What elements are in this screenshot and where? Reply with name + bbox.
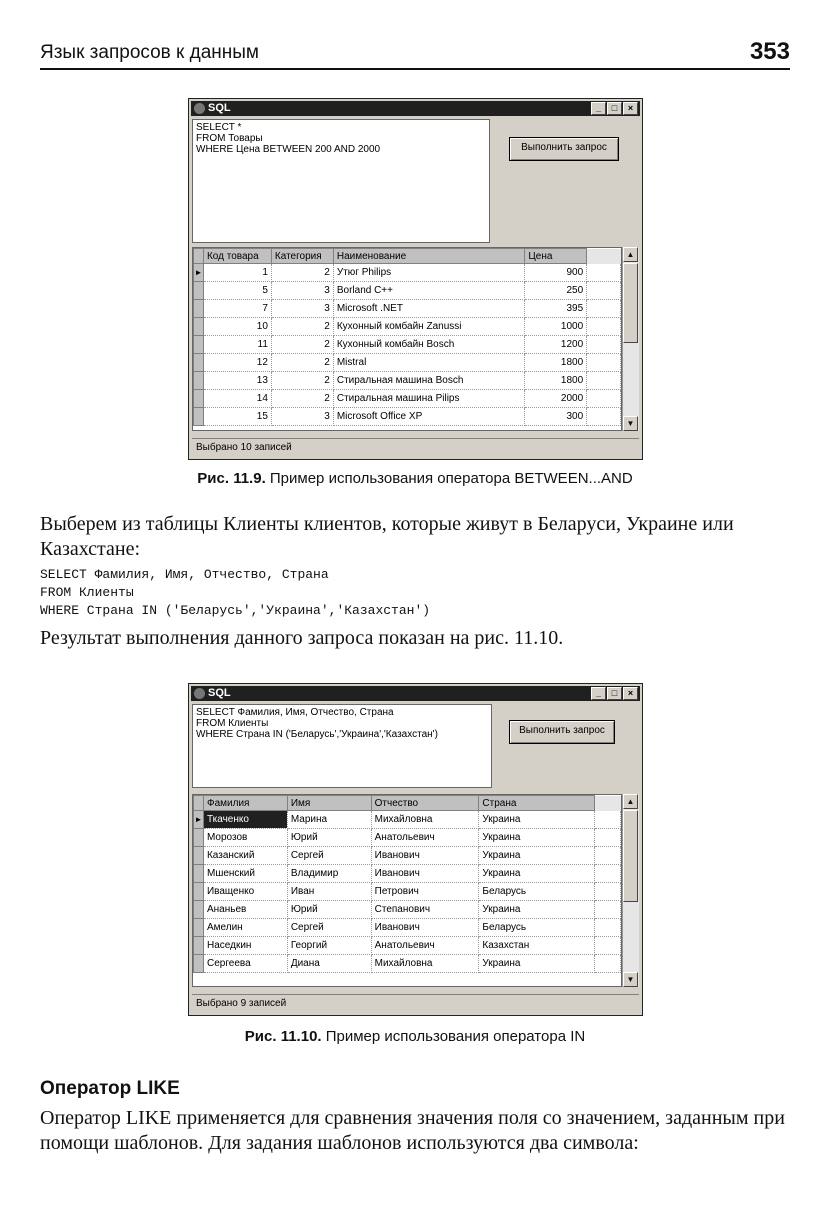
results-table xyxy=(193,248,621,426)
table-cell[interactable]: Кухонный комбайн Zanussi xyxy=(333,318,525,336)
table-cell[interactable]: 5 xyxy=(203,282,271,300)
table-cell[interactable]: Марина xyxy=(287,811,371,829)
caption-number: Рис. 11.9. xyxy=(197,470,266,487)
table-cell[interactable]: Беларусь xyxy=(479,919,595,937)
header-row xyxy=(194,796,621,811)
table-cell[interactable]: 3 xyxy=(271,282,333,300)
table-cell[interactable]: 14 xyxy=(203,390,271,408)
running-header xyxy=(40,40,790,70)
maximize-button[interactable]: □ xyxy=(607,687,622,700)
scroll-thumb[interactable] xyxy=(623,263,638,343)
table-cell[interactable]: Иван xyxy=(287,883,371,901)
scroll-up-icon[interactable]: ▲ xyxy=(623,247,638,262)
caption-text: Пример использования оператора IN xyxy=(321,1028,586,1045)
table-row[interactable] xyxy=(194,847,621,865)
table-cell[interactable]: Диана xyxy=(287,955,371,973)
sql-editor[interactable]: SELECT Фамилия, Имя, Отчество, Страна FROM Клиенты WHERE Страна IN ('Беларусь','Украина','Казахстан') xyxy=(192,704,492,788)
column-header[interactable]: Страна xyxy=(479,796,595,811)
table-cell[interactable]: Иванович xyxy=(371,847,479,865)
table-cell[interactable]: Анатольевич xyxy=(371,937,479,955)
page-number: 353 xyxy=(749,38,790,65)
table-cell[interactable]: 7 xyxy=(203,300,271,318)
table-cell[interactable]: 1000 xyxy=(525,318,587,336)
running-title: Язык запросов к данным xyxy=(40,42,259,63)
table-cell[interactable]: Беларусь xyxy=(479,883,595,901)
table-row[interactable] xyxy=(194,264,621,282)
table-cell[interactable]: 2 xyxy=(271,390,333,408)
table-cell[interactable]: Иванович xyxy=(371,919,479,937)
table-row[interactable] xyxy=(194,937,621,955)
execute-query-button[interactable]: Выполнить запрос xyxy=(509,137,619,161)
table-row[interactable] xyxy=(194,300,621,318)
column-header[interactable]: Код товара xyxy=(203,249,271,264)
table-cell[interactable]: Украина xyxy=(479,811,595,829)
minimize-button[interactable]: _ xyxy=(591,687,606,700)
table-cell[interactable]: Стиральная машина Pilips xyxy=(333,390,525,408)
table-cell[interactable]: 2000 xyxy=(525,390,587,408)
table-cell[interactable]: 3 xyxy=(271,300,333,318)
table-row[interactable] xyxy=(194,829,621,847)
table-cell[interactable]: 1 xyxy=(203,264,271,282)
window-title: SQL xyxy=(208,102,231,114)
results-table xyxy=(193,795,621,973)
caption-text: Пример использования оператора BETWEEN...AND xyxy=(265,470,633,487)
table-cell[interactable]: Украина xyxy=(479,901,595,919)
results-grid xyxy=(192,794,622,987)
table-row[interactable] xyxy=(194,336,621,354)
table-cell[interactable]: Украина xyxy=(479,865,595,883)
table-cell[interactable]: Microsoft .NET xyxy=(333,300,525,318)
table-cell[interactable]: 13 xyxy=(203,372,271,390)
table-row[interactable] xyxy=(194,354,621,372)
table-cell[interactable]: 2 xyxy=(271,264,333,282)
maximize-button[interactable]: □ xyxy=(607,102,622,115)
sql-window-1 xyxy=(188,98,643,460)
table-cell[interactable]: Казахстан xyxy=(479,937,595,955)
window-titlebar xyxy=(191,686,640,701)
figure-caption-1 xyxy=(100,470,730,487)
caption-number: Рис. 11.10. xyxy=(244,1028,322,1045)
table-cell[interactable]: 395 xyxy=(525,300,587,318)
vertical-scrollbar[interactable] xyxy=(622,247,639,431)
table-cell[interactable]: Мшенский xyxy=(203,865,287,883)
table-cell[interactable]: Казанский xyxy=(203,847,287,865)
table-cell[interactable]: 2 xyxy=(271,372,333,390)
header-row xyxy=(194,249,621,264)
table-row[interactable] xyxy=(194,372,621,390)
table-cell[interactable]: Стиральная машина Bosch xyxy=(333,372,525,390)
table-cell[interactable]: Наседкин xyxy=(203,937,287,955)
current-row-arrow-icon: ► xyxy=(194,811,204,829)
table-cell[interactable]: 11 xyxy=(203,336,271,354)
scroll-down-icon[interactable]: ▼ xyxy=(623,972,638,987)
table-cell[interactable]: 2 xyxy=(271,354,333,372)
table-cell[interactable]: Сергей xyxy=(287,847,371,865)
table-row[interactable] xyxy=(194,282,621,300)
table-cell[interactable]: Михайловна xyxy=(371,811,479,829)
table-cell[interactable]: 1800 xyxy=(525,354,587,372)
execute-query-button[interactable]: Выполнить запрос xyxy=(509,720,615,744)
table-cell[interactable]: 300 xyxy=(525,408,587,426)
table-row[interactable] xyxy=(194,811,621,829)
table-row[interactable] xyxy=(194,919,621,937)
table-cell[interactable]: Юрий xyxy=(287,901,371,919)
table-cell[interactable]: Кухонный комбайн Bosch xyxy=(333,336,525,354)
table-cell[interactable]: Владимир xyxy=(287,865,371,883)
section-heading: Оператор LIKE xyxy=(40,1078,180,1099)
table-cell[interactable]: Украина xyxy=(479,955,595,973)
window-title: SQL xyxy=(208,687,231,699)
sql-window-2 xyxy=(188,683,643,1016)
table-row[interactable] xyxy=(194,408,621,426)
close-button[interactable]: × xyxy=(623,687,638,700)
table-row[interactable] xyxy=(194,318,621,336)
window-titlebar xyxy=(191,101,640,116)
table-cell[interactable]: Иванович xyxy=(371,865,479,883)
column-header[interactable]: Отчество xyxy=(371,796,479,811)
column-header[interactable]: Имя xyxy=(287,796,371,811)
table-cell[interactable]: Георгий xyxy=(287,937,371,955)
table-cell[interactable]: Утюг Philips xyxy=(333,264,525,282)
table-cell[interactable]: Сергеева xyxy=(203,955,287,973)
table-cell[interactable]: Юрий xyxy=(287,829,371,847)
scroll-down-icon[interactable]: ▼ xyxy=(623,416,638,431)
column-header[interactable]: Цена xyxy=(525,249,587,264)
table-cell[interactable]: Borland C++ xyxy=(333,282,525,300)
table-cell[interactable]: 900 xyxy=(525,264,587,282)
table-cell[interactable]: Украина xyxy=(479,829,595,847)
table-cell[interactable]: 10 xyxy=(203,318,271,336)
table-cell[interactable]: Иващенко xyxy=(203,883,287,901)
table-cell[interactable]: 15 xyxy=(203,408,271,426)
current-row-arrow-icon: ► xyxy=(194,264,204,282)
table-cell[interactable]: Морозов xyxy=(203,829,287,847)
table-cell[interactable]: Михайловна xyxy=(371,955,479,973)
table-cell[interactable]: Ткаченко xyxy=(203,811,287,829)
status-bar: Выбрано 9 записей xyxy=(192,994,639,1012)
table-cell[interactable]: 12 xyxy=(203,354,271,372)
status-bar: Выбрано 10 записей xyxy=(192,438,639,456)
sql-editor[interactable]: SELECT * FROM Товары WHERE Цена BETWEEN 200 AND 2000 xyxy=(192,119,490,243)
table-cell[interactable]: 2 xyxy=(271,336,333,354)
table-cell[interactable]: 250 xyxy=(525,282,587,300)
body-paragraph-3: Оператор LIKE применяется для сравнения значения поля со значением, заданным при помощи шаблонов. Для задания шаблонов используются два символа: xyxy=(40,1107,785,1154)
table-cell[interactable]: Microsoft Office XP xyxy=(333,408,525,426)
results-grid xyxy=(192,247,622,431)
table-cell[interactable]: Степанович xyxy=(371,901,479,919)
close-button[interactable]: × xyxy=(623,102,638,115)
table-cell[interactable]: Анатольевич xyxy=(371,829,479,847)
table-cell[interactable]: Украина xyxy=(479,847,595,865)
column-header[interactable]: Наименование xyxy=(333,249,525,264)
table-cell[interactable]: Сергей xyxy=(287,919,371,937)
table-row[interactable] xyxy=(194,883,621,901)
table-cell[interactable]: Петрович xyxy=(371,883,479,901)
scroll-thumb[interactable] xyxy=(623,810,638,902)
code-listing: SELECT Фамилия, Имя, Отчество, Страна FROM Клиенты WHERE Страна IN ('Беларусь','Украина','Казахстан') xyxy=(40,567,431,618)
figure-caption-2 xyxy=(100,1028,730,1045)
table-row[interactable] xyxy=(194,901,621,919)
vertical-scrollbar[interactable] xyxy=(622,794,639,987)
body-paragraph-2: Результат выполнения данного запроса показан на рис. 11.10. xyxy=(40,627,564,649)
table-cell[interactable]: 1200 xyxy=(525,336,587,354)
minimize-button[interactable]: _ xyxy=(591,102,606,115)
app-icon xyxy=(194,103,205,114)
column-header[interactable]: Категория xyxy=(271,249,333,264)
column-header[interactable]: Фамилия xyxy=(203,796,287,811)
table-cell[interactable]: Ананьев xyxy=(203,901,287,919)
table-cell[interactable]: 2 xyxy=(271,318,333,336)
table-row[interactable] xyxy=(194,865,621,883)
table-row[interactable] xyxy=(194,390,621,408)
body-paragraph-1: Выберем из таблицы Клиенты клиентов, которые живут в Беларуси, Украине или Казахстане: xyxy=(40,513,734,560)
table-row[interactable] xyxy=(194,955,621,973)
app-icon xyxy=(194,688,205,699)
table-cell[interactable]: 1800 xyxy=(525,372,587,390)
table-cell[interactable]: Mistral xyxy=(333,354,525,372)
scroll-up-icon[interactable]: ▲ xyxy=(623,794,638,809)
table-cell[interactable]: 3 xyxy=(271,408,333,426)
table-cell[interactable]: Амелин xyxy=(203,919,287,937)
